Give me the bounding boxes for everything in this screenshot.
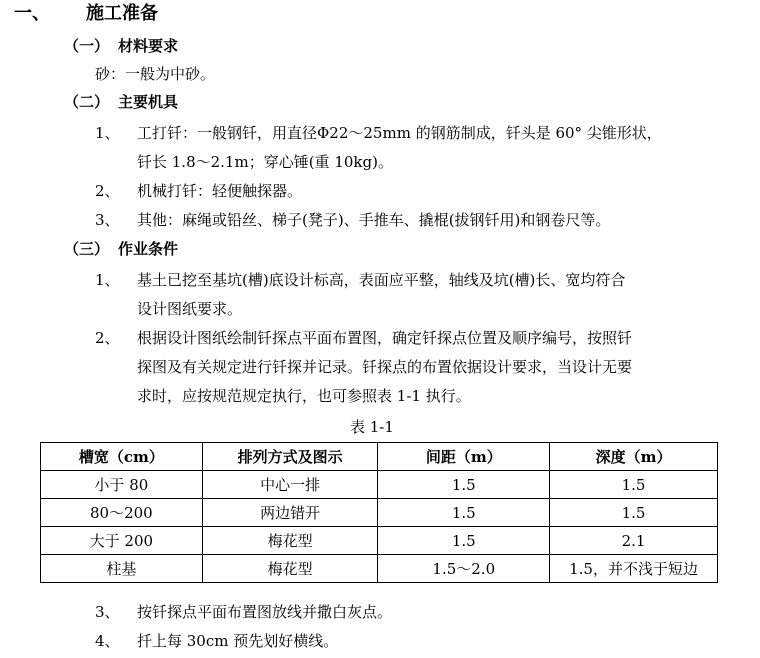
sub3-item2-line1: 根据设计图纸绘制钎探点平面布置图，确定钎探点位置及顺序编号，按照钎	[137, 329, 633, 347]
table-cell: 两边错开	[202, 499, 378, 527]
table-cell: 1.5	[378, 471, 550, 499]
table-header-cell: 排列方式及图示	[202, 443, 378, 471]
table-cell: 柱基	[41, 555, 203, 583]
sub1-label: （一）	[64, 37, 110, 55]
sub3-item1-line1: 基土已挖至基坑(槽)底设计标高，表面应平整，轴线及坑(槽)长、宽均符合	[137, 271, 626, 289]
table-cell: 1.5	[378, 527, 550, 555]
table-cell: 1.5	[550, 499, 718, 527]
sub3-item4-text: 扦上每 30cm 预先划好横线。	[137, 632, 339, 650]
sub2-item1-line1: 工打钎：一般钢钎，用直径Φ22～25mm 的钢筋制成，钎头是 60° 尖锥形状，	[137, 124, 662, 142]
table-row	[41, 471, 718, 499]
sub3-item3-num: 3、	[95, 603, 120, 621]
section-title: 施工准备	[86, 3, 158, 24]
sub2-item3-num: 3、	[95, 211, 120, 229]
table-cell: 中心一排	[202, 471, 378, 499]
table-cell: 2.1	[550, 527, 718, 555]
section-number: 一、	[14, 3, 50, 24]
table-header-cell: 深度（m）	[550, 443, 718, 471]
table-row	[41, 499, 718, 527]
sub2-item2-num: 2、	[95, 182, 120, 200]
sub3-item1-line2: 设计图纸要求。	[137, 300, 243, 318]
sub3-item2-line3: 求时，应按规范规定执行，也可参照表 1-1 执行。	[137, 387, 471, 405]
sub1-title: 材料要求	[118, 37, 179, 55]
table-cell: 1.5，并不浅于短边	[550, 555, 718, 583]
sub2-item2-line1: 机械打钎：轻便触探器。	[137, 182, 303, 200]
table-header-cell: 间距（m）	[378, 443, 550, 471]
sub2-item1-line2: 钎长 1.8～2.1m；穿心锤(重 10kg)。	[137, 153, 393, 171]
sub2-label: （二）	[64, 93, 110, 111]
table-caption: 表 1-1	[350, 418, 394, 436]
sub3-label: （三）	[64, 240, 110, 258]
table-cell: 1.5	[378, 499, 550, 527]
sub2-item1-num: 1、	[95, 124, 120, 142]
sub1-body: 砂：一般为中砂。	[95, 65, 216, 83]
sub3-item4-num: 4、	[95, 632, 120, 650]
table-cell: 80～200	[41, 499, 203, 527]
table-cell: 大于 200	[41, 527, 203, 555]
sub3-item2-num: 2、	[95, 329, 120, 347]
sub3-item1-num: 1、	[95, 271, 120, 289]
sub2-item3-line1: 其他：麻绳或铅丝、梯子(凳子)、手推车、撬棍(拔钢钎用)和钢卷尺等。	[137, 211, 611, 229]
sub3-title: 作业条件	[118, 240, 179, 258]
sub3-item3-text: 按钎探点平面布置图放线并撒白灰点。	[137, 603, 393, 621]
table-cell: 梅花型	[202, 527, 378, 555]
table-cell: 1.5～2.0	[378, 555, 550, 583]
table-cell: 小于 80	[41, 471, 203, 499]
table-cell: 梅花型	[202, 555, 378, 583]
table-header-cell: 槽宽（cm）	[41, 443, 203, 471]
table-cell: 1.5	[550, 471, 718, 499]
table-row	[41, 555, 718, 583]
sub2-title: 主要机具	[118, 93, 179, 111]
table-header-row	[41, 443, 718, 471]
table-row	[41, 527, 718, 555]
spacing-table	[40, 442, 718, 583]
sub3-item2-line2: 探图及有关规定进行钎探并记录。钎探点的布置依据设计要求，当设计无要	[137, 358, 633, 376]
